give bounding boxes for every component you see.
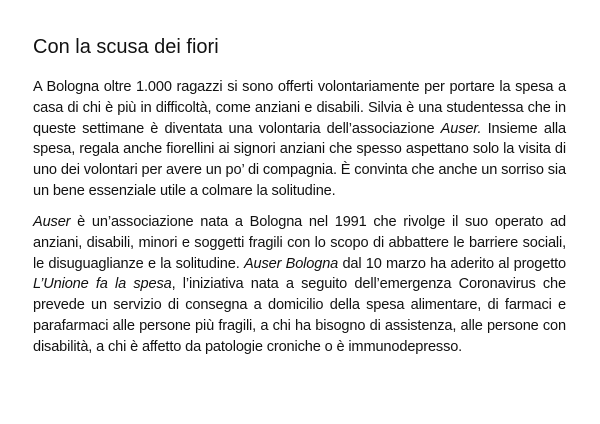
paragraph-volunteers <box>33 77 566 202</box>
paragraph-text: Insieme alla spesa, regala anche fiorellini ai signori anziani che spesso aspettano solo la visita di uno dei volontari per avere un po’ di compagnia. È convinta che anche un sorriso sia un bene essenziale utile a colmare la solitudine. <box>33 120 566 199</box>
project-name: L’Unione fa la spesa <box>33 276 172 293</box>
paragraph-association <box>33 212 566 358</box>
paragraph-text: dal 10 marzo ha aderito al progetto <box>338 255 566 272</box>
paragraph-text: , l’iniziativa nata a seguito dell’emergenza Coronavirus che prevede un servizio di consegna a domicilio della spesa alimentare, di farmaci e parafarmaci alle persone più fragili, a chi ha bisogno di assistenza, alle persone con disabilità, a chi è affetto da patologie croniche o è immunodepresso. <box>33 276 566 355</box>
association-name: Auser <box>33 214 71 230</box>
association-name: Auser. <box>440 120 482 137</box>
paragraph-text: A Bologna oltre 1.000 ragazzi si sono offerti volontariamente per portare la spesa a casa di chi è più in difficoltà, come anziani e disabili. Silvia è una studentessa che in queste settimane è diventata una volontaria dell’associazione <box>33 79 566 137</box>
association-branch-name: Auser Bologna <box>243 255 339 272</box>
page-title: Con la scusa dei fiori <box>33 36 219 58</box>
paragraph-text: è un’associazione nata a Bologna nel 1991 che rivolge il suo operato ad anziani, disabili, minori e soggetti fragili con lo scopo di abbattere le barriere sociali, le disuguaglianze e la solitudine. <box>33 214 566 272</box>
